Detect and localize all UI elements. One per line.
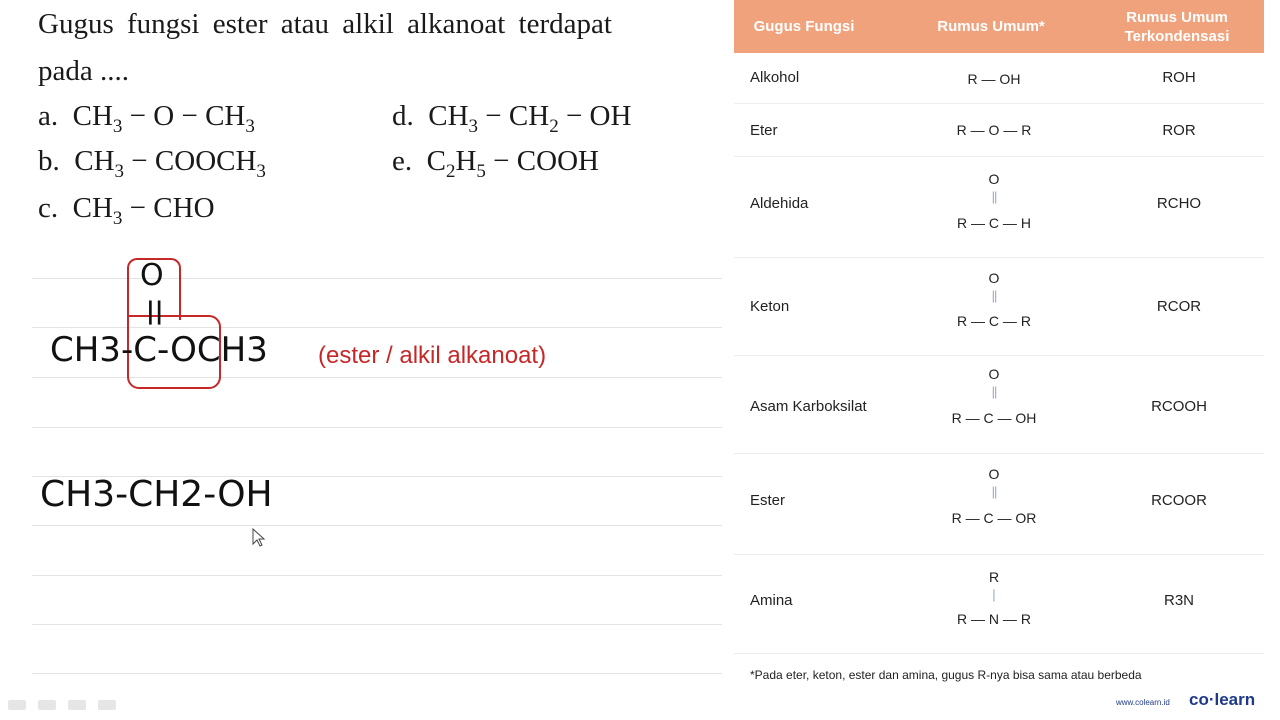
- double-bond: ||: [146, 297, 164, 325]
- player-toolbar: [8, 700, 116, 710]
- table-row: [734, 454, 1264, 555]
- forward-icon[interactable]: [98, 700, 116, 710]
- option-b-letter: b.: [38, 145, 60, 177]
- table-row: [734, 53, 1264, 104]
- double-bond-icon: ||: [991, 189, 997, 204]
- row-name: Alkohol: [750, 69, 800, 86]
- single-bond-icon: |: [992, 587, 996, 602]
- back-icon[interactable]: [8, 700, 26, 710]
- mouse-cursor-icon: [252, 528, 266, 548]
- row-name: Keton: [750, 298, 790, 315]
- row-condensed: RCOR: [1156, 298, 1202, 315]
- ester-structure: CH3-C-OCH3: [50, 330, 268, 370]
- option-e[interactable]: e. $C_2H_5$ − COOH: [392, 145, 599, 182]
- brand-url: www.colearn.id: [1116, 698, 1170, 707]
- row-condensed: RCOOH: [1151, 398, 1207, 415]
- table-header: [734, 0, 1264, 53]
- row-condensed: RCOOR: [1151, 492, 1207, 509]
- row-condensed: R3N: [1163, 592, 1194, 609]
- ester-label: (ester / alkil alkanoat): [318, 342, 547, 369]
- row-name: Asam Karboksilat: [750, 398, 867, 415]
- header-rumus-terkondensasi: Rumus Umum Terkondensasi: [1124, 8, 1230, 45]
- option-b[interactable]: b. $CH_3$ − $COOCH_3$: [38, 145, 266, 182]
- carbonyl-oxygen: O: [140, 258, 164, 293]
- row-formula: R — O — R: [956, 122, 1032, 138]
- table-footnote: *Pada eter, keton, ester dan amina, gugus R-nya bisa sama atau berbeda: [750, 668, 1142, 682]
- row-formula: O || R — C — H: [929, 157, 1059, 257]
- header-rumus-umum: Rumus Umum*: [937, 18, 1045, 35]
- row-formula: O || R — C — OR: [929, 454, 1059, 554]
- ruled-line: [32, 624, 722, 625]
- row-formula: O || R — C — R: [929, 258, 1059, 355]
- question-line-2: pada ....: [38, 55, 129, 87]
- option-d-letter: d.: [392, 100, 414, 132]
- ruled-line: [32, 673, 722, 674]
- table-row: [734, 157, 1264, 258]
- option-a-letter: a.: [38, 100, 59, 132]
- row-condensed: ROH: [1162, 69, 1196, 86]
- option-e-letter: e.: [392, 145, 413, 177]
- row-condensed: ROR: [1162, 122, 1196, 139]
- option-a[interactable]: a. $CH_3 - O - CH_3$: [38, 100, 255, 137]
- double-bond-icon: ||: [991, 484, 997, 499]
- row-formula: O || R — C — OH: [929, 356, 1059, 453]
- functional-group-table: [734, 0, 1264, 690]
- header-gugus-fungsi: Gugus Fungsi: [753, 18, 855, 35]
- row-name: Eter: [750, 122, 778, 139]
- ruled-line: [32, 427, 722, 428]
- pen-icon[interactable]: [38, 700, 56, 710]
- option-c-letter: c.: [38, 192, 59, 224]
- alcohol-structure: CH3-CH2-OH: [40, 474, 273, 515]
- menu-icon[interactable]: [68, 700, 86, 710]
- double-bond-icon: ||: [991, 288, 997, 303]
- row-formula: R — OH: [967, 71, 1021, 87]
- row-formula: R | R — N — R: [929, 555, 1059, 653]
- table-row: [734, 356, 1264, 454]
- row-condensed: RCHO: [1156, 195, 1202, 212]
- table-row: [734, 555, 1264, 654]
- option-c[interactable]: c. $CH_3$ − CHO: [38, 192, 215, 229]
- ruled-line: [32, 575, 722, 576]
- row-name: Ester: [750, 492, 786, 509]
- brand-logo: co·learn: [1189, 690, 1256, 709]
- table-row: [734, 104, 1264, 157]
- row-name: Aldehida: [750, 195, 809, 212]
- row-name: Amina: [750, 592, 793, 609]
- table-row: [734, 258, 1264, 356]
- question-line-1: Gugus fungsi ester atau alkil alkanoat terdapat: [38, 8, 612, 40]
- ruled-line: [32, 525, 722, 526]
- double-bond-icon: ||: [991, 384, 997, 399]
- option-d[interactable]: d. $CH_3 - CH_2$ − OH: [392, 100, 632, 137]
